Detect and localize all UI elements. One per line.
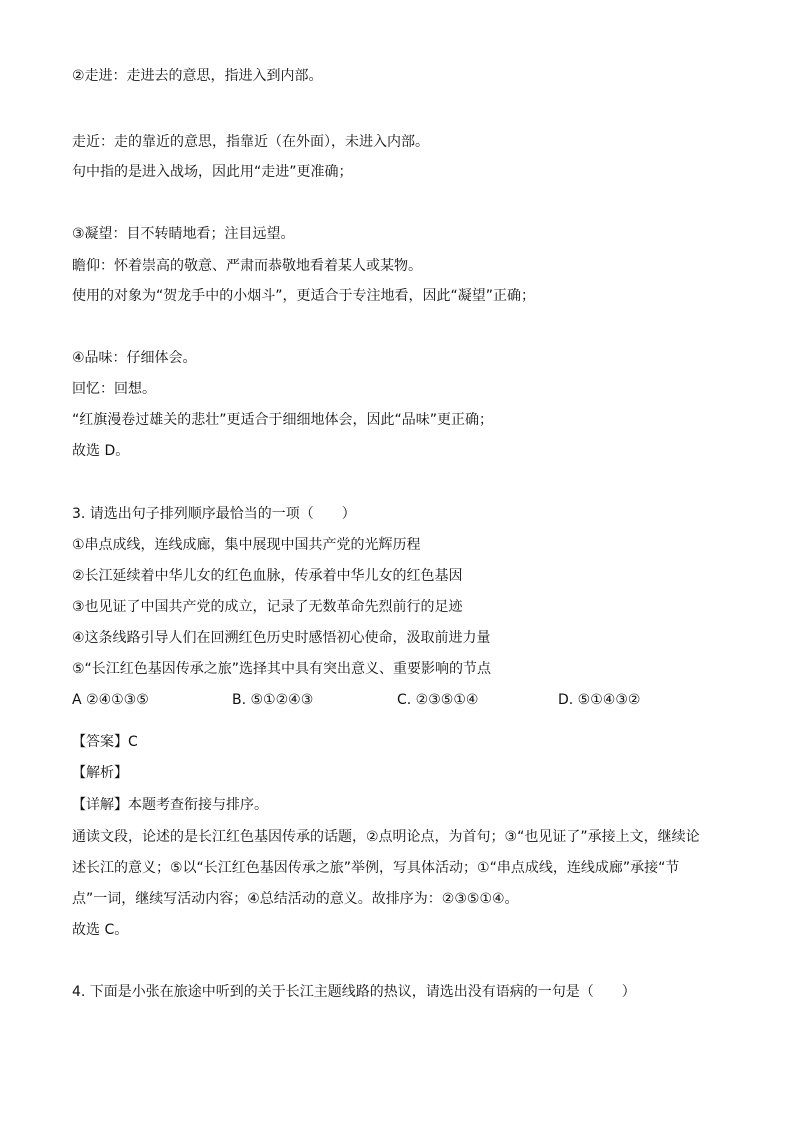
sentence-4: ④这条线路引导人们在回溯红色历史时感悟初心使命，汲取前进力量: [72, 630, 491, 646]
option-c: C. ②③⑤①④: [397, 692, 479, 708]
option-d: D. ⑤①④③②: [558, 692, 641, 708]
sentence-2: ②长江延续着中华儿女的红色血脉，传承着中华儿女的红色基因: [72, 568, 463, 584]
option-a: A ②④①③⑤: [72, 692, 149, 708]
detail-line: 述长江的意义；⑤以“长江红色基因传承之旅”举例，写具体活动；①“串点成线，连线成廊”承接“节: [72, 860, 680, 876]
sentence-1: ①串点成线，连线成廊，集中展现中国共产党的光辉历程: [72, 537, 421, 553]
text-line: 走近：走的靠近的意思，指靠近（在外面），未进入内部。: [72, 134, 429, 150]
text-line: ②走进：走进去的意思，指进入到内部。: [72, 68, 323, 84]
detail-line: 故选 C。: [72, 922, 129, 938]
option-b: B. ⑤①②④③: [232, 692, 314, 708]
answer-options: [72, 690, 732, 712]
text-line: 瞻仰：怀着崇高的敬意、严肃而恭敬地看着某人或某物。: [72, 258, 422, 274]
text-line: ③凝望：目不转睛地看；注目远望。: [72, 226, 295, 242]
sentence-5: ⑤“长江红色基因传承之旅”选择其中具有突出意义、重要影响的节点: [72, 661, 492, 677]
sentence-3: ③也见证了中国共产党的成立，记录了无数革命先烈前行的足迹: [72, 599, 463, 615]
question-4-title: 4. 下面是小张在旅途中听到的关于长江主题线路的热议，请选出没有语病的一句是（ ）: [72, 984, 636, 1000]
text-line: 故选 D。: [72, 443, 130, 459]
detail-line: 通读文段，论述的是长江红色基因传承的话题，②点明论点，为首句；③“也见证了”承接上文，继续论: [72, 829, 700, 845]
detail-line: 【详解】本题考查衔接与排序。: [72, 797, 268, 813]
answer-line: 【答案】C: [72, 734, 138, 750]
text-line: 使用的对象为“贺龙手中的小烟斗”，更适合于专注地看，因此“凝望”正确；: [72, 288, 536, 304]
text-line: “红旗漫卷过雄关的悲壮”更适合于细细地体会，因此“品味”更正确；: [72, 412, 494, 428]
question-3-title: 3. 请选出句子排列顺序最恰当的一项（ ）: [72, 506, 356, 522]
text-line: 句中指的是进入战场，因此用“走进”更准确；: [72, 164, 353, 180]
detail-line: 点”一词，继续写活动内容；④总结活动的意义。故排序为：②③⑤①④。: [72, 891, 519, 907]
text-line: ④品味：仔细体会。: [72, 350, 197, 366]
analysis-heading: 【解析】: [72, 765, 128, 781]
text-line: 回忆：回想。: [72, 381, 156, 397]
